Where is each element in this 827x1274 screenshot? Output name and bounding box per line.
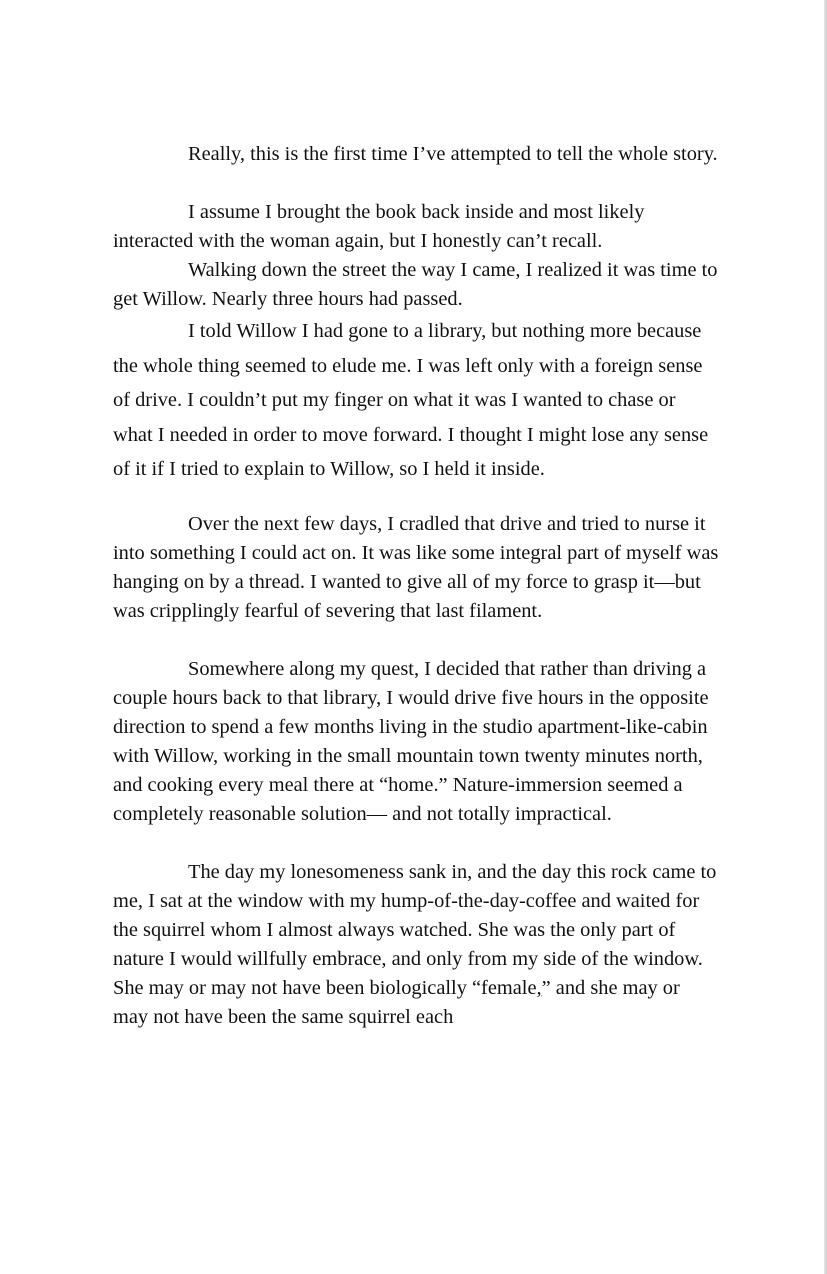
paragraph-7-text-start: The day my lonesomeness sank in, and the day this rock came to me, I sat at the window with my hump-of-the-day-coffee and waited for the squirrel whom I almost always watched. She was the only part of nature I would willfully embrace, and only from my side of the window. She may or may not have been biologically “female [113, 860, 717, 999]
paragraph-1: Really, this is the first time I’ve attempted to tell the whole story. [188, 143, 718, 165]
paragraph-spacer [113, 487, 719, 510]
paragraph-spacer [113, 626, 719, 655]
paragraph-5: Over the next few days, I cradled that drive and tried to nurse it into something I could act on. It was like some integral part of myself was hanging on by a thread. I wanted to give all of my force to grasp it—but was cripplingly fearful of severing that last filament. [113, 512, 719, 622]
document-body [113, 140, 719, 1032]
paragraph-3: Walking down the street the way I came, I realized it was time to get Willow. Nearly three hours had passed. [113, 259, 718, 310]
paragraph-7-text-end: ” and she may or may not have been the same squirrel each [113, 976, 680, 1028]
paragraph-7 [113, 858, 719, 1032]
spellcheck-flagged-comma[interactable]: , [536, 976, 542, 999]
paragraph-4: I told Willow I had gone to a library, but nothing more because the whole thing seemed to elude me. I was left only with a foreign sense of drive. I couldn’t put my finger on what it was I wanted to chase or what I needed in order to move forward. I thought I might lose any sense of it if I tried to explain to Willow, so I held it inside. [113, 320, 709, 480]
paragraph-6: Somewhere along my quest, I decided that rather than driving a couple hours back to that library, I would drive five hours in the opposite direction to spend a few months living in the studio apartment-like-cabin with Willow, working in the small mountain town twenty minutes north, and cooking every meal there at “home.” Nature-immersion seemed a completely reasonable solution— and not totally impractical. [113, 657, 709, 825]
paragraph-spacer [113, 829, 719, 858]
paragraph-spacer [113, 169, 719, 198]
paragraph-2: I assume I brought the book back inside and most likely interacted with the woman again, but I honestly can’t recall. [113, 201, 645, 252]
